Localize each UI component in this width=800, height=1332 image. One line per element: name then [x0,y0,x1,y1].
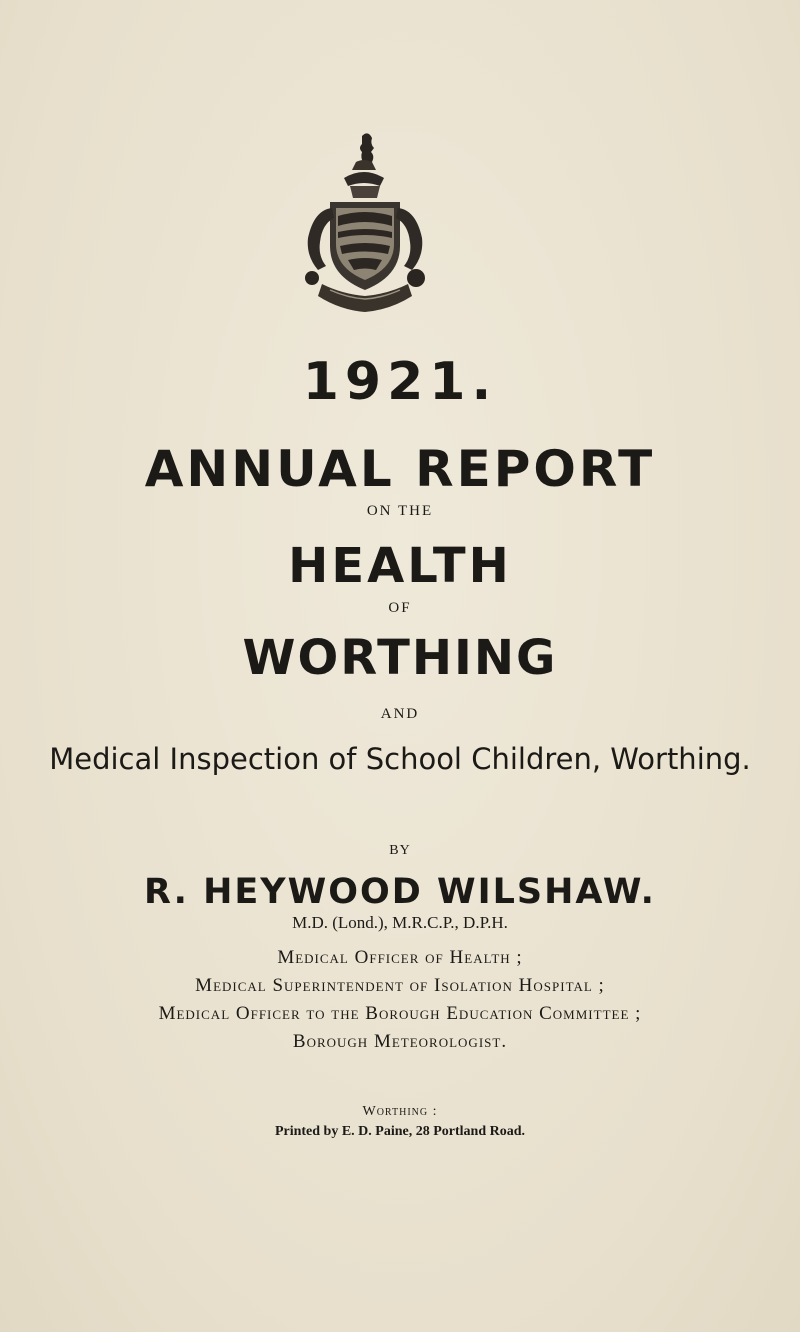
report-subtitle: Medical Inspection of School Children, Worthing. [49,742,751,776]
report-title: ANNUAL REPORT [144,440,656,498]
author-qualifications: M.D. (Lond.), M.R.C.P., D.P.H. [292,913,508,932]
town-heading: WORTHING [242,630,558,686]
printer-imprint: Printed by E. D. Paine, 28 Portland Road. [274,1124,526,1139]
by-label: BY [389,843,411,858]
publication-place: Worthing : [362,1104,438,1119]
health-heading: HEALTH [288,538,512,594]
author-role: Medical Officer of Health ; [277,947,523,968]
and-label: AND [380,706,420,722]
author-role: Borough Meteorologist. [292,1031,508,1052]
author-role: Medical Officer to the Borough Education Committee ; [158,1003,642,1024]
author-role: Medical Superintendent of Isolation Hospital ; [195,975,605,996]
report-year: 1921. [302,352,498,412]
author-name: R. HEYWOOD WILSHAW. [144,872,656,912]
on-the-label: ON THE [366,503,434,519]
of-label: OF [388,600,412,616]
borough-coat-of-arms-icon [300,128,430,318]
